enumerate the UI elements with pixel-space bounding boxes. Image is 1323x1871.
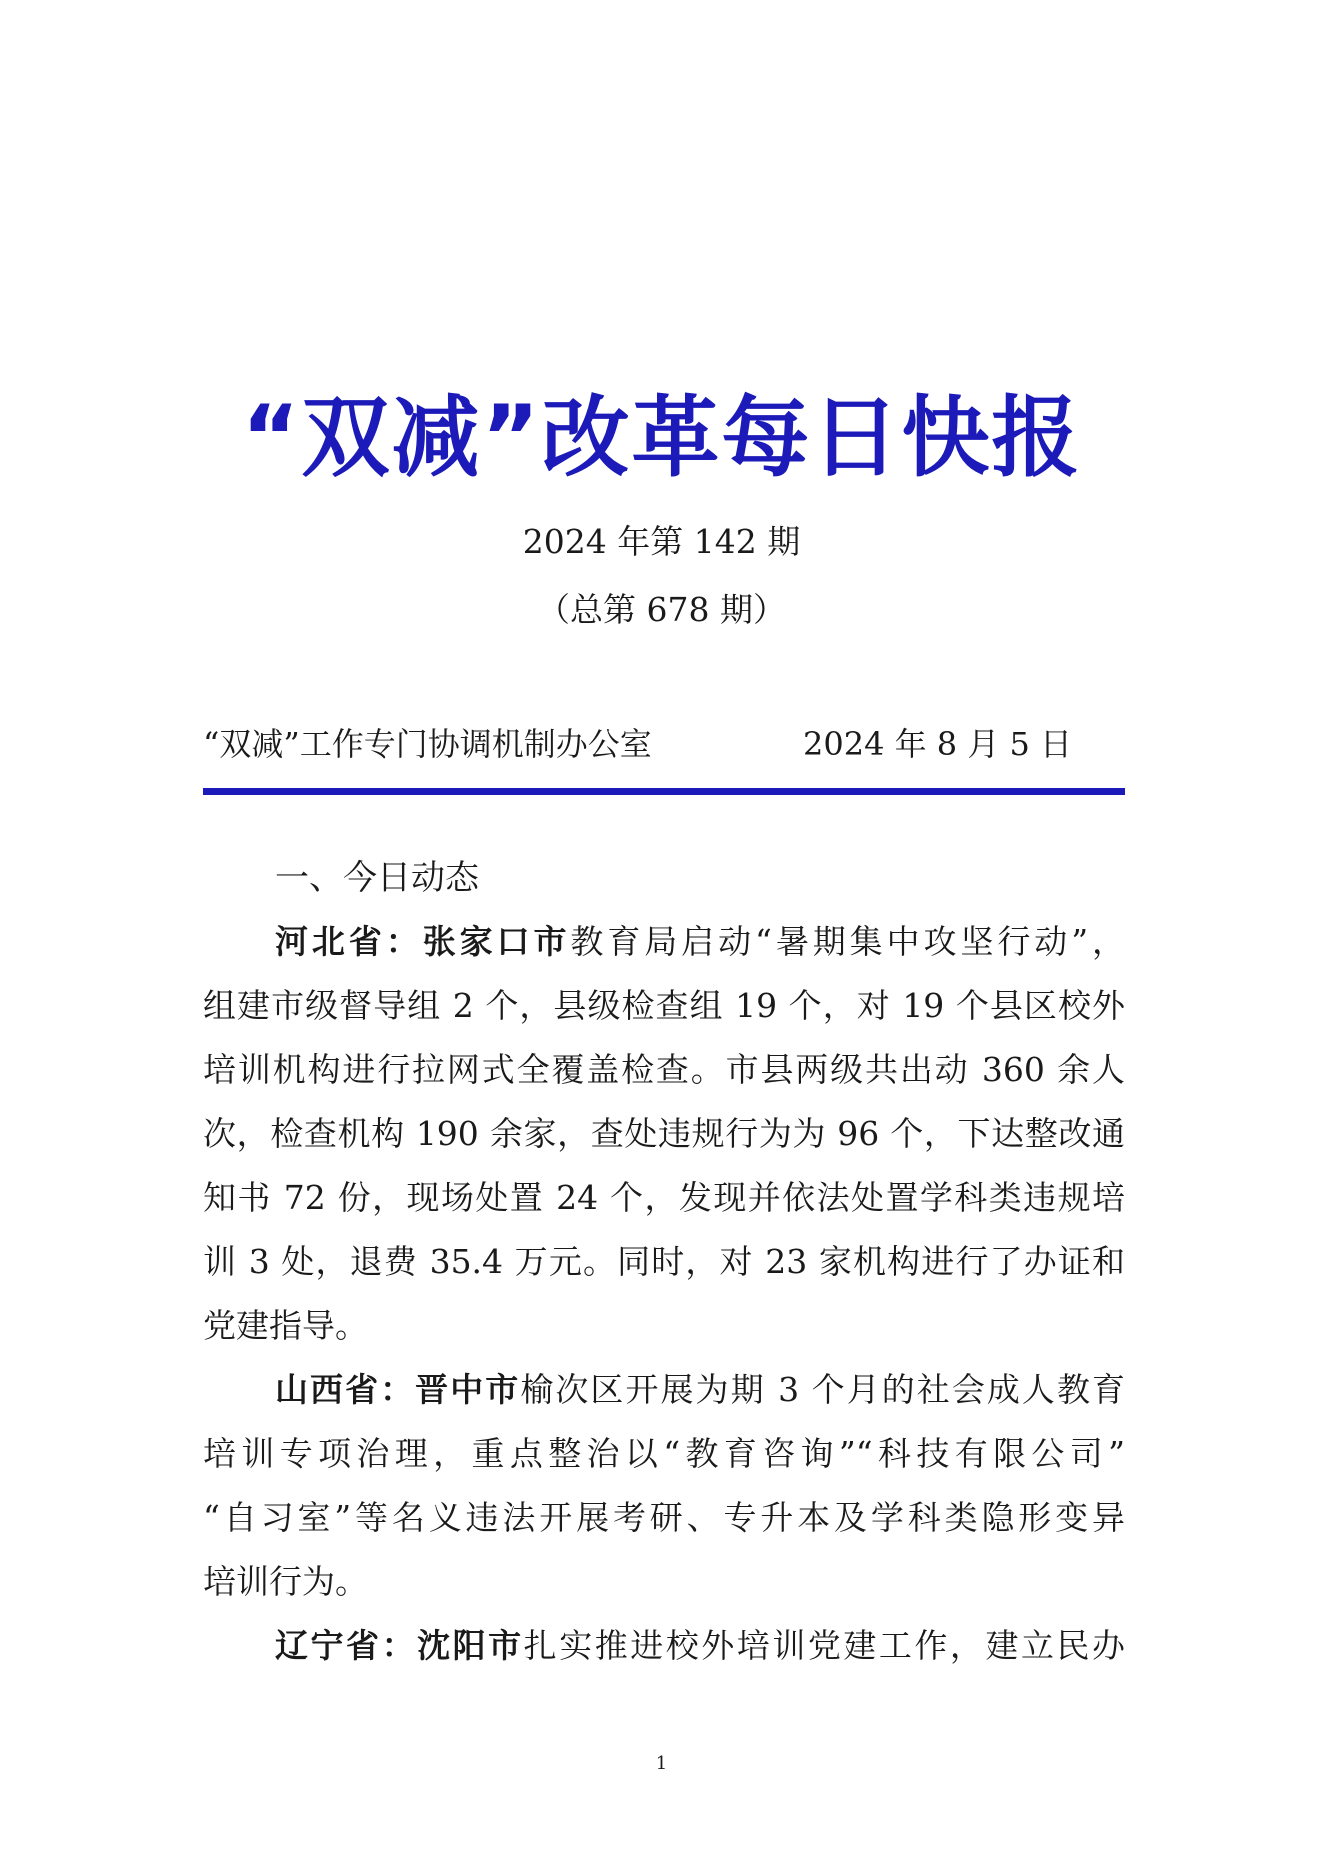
issue-number: 2024 年第 142 期 bbox=[522, 522, 801, 561]
city-label: 沈阳市 bbox=[417, 1626, 524, 1665]
paragraph-line: 知书 72 份，现场处置 24 个，发现并依法处置学科类违规培 bbox=[203, 1178, 1125, 1217]
issuing-office: “双减”工作专门协调机制办公室 bbox=[203, 725, 652, 763]
paragraph-line bbox=[275, 1366, 1125, 1414]
paragraph-line: 培训行为。 bbox=[203, 1562, 368, 1601]
paragraph-line: 培训专项治理，重点整治以“教育咨询”“科技有限公司” bbox=[203, 1434, 1125, 1473]
masthead-title: “双减”改革每日快报 bbox=[241, 386, 1082, 489]
total-issue-number: （总第 678 期） bbox=[537, 590, 786, 629]
province-label: 山西省： bbox=[275, 1370, 416, 1409]
line-text: 扎实推进校外培训党建工作，建立民办 bbox=[523, 1626, 1126, 1665]
city-label: 张家口市 bbox=[422, 922, 571, 961]
province-label: 河北省： bbox=[275, 922, 423, 961]
paragraph-line: 次，检查机构 190 余家，查处违规行为为 96 个，下达整改通 bbox=[203, 1114, 1125, 1153]
paragraph-line bbox=[275, 1622, 1125, 1670]
paragraph-line: 党建指导。 bbox=[203, 1306, 368, 1345]
paragraph-line: 训 3 处，退费 35.4 万元。同时，对 23 家机构进行了办证和 bbox=[203, 1242, 1125, 1281]
city-label: 晋中市 bbox=[415, 1370, 521, 1409]
province-label: 辽宁省： bbox=[275, 1626, 418, 1665]
line-text: 榆次区开展为期 3 个月的社会成人教育 bbox=[520, 1370, 1126, 1409]
paragraph-line: “自习室”等名义违法开展考研、专升本及学科类隐形变异 bbox=[203, 1498, 1125, 1537]
paragraph-line: 组建市级督导组 2 个，县级检查组 19 个，对 19 个县区校外 bbox=[203, 986, 1125, 1025]
section-heading: 一、今日动态 bbox=[275, 858, 479, 898]
line-text: 教育局启动“暑期集中攻坚行动”， bbox=[570, 922, 1126, 961]
paragraph-line bbox=[275, 918, 1125, 966]
paragraph-line: 培训机构进行拉网式全覆盖检查。市县两级共出动 360 余人 bbox=[203, 1050, 1125, 1089]
page-number: 1 bbox=[655, 1753, 668, 1774]
masthead-rule bbox=[203, 788, 1125, 795]
meta-row bbox=[203, 722, 1125, 766]
issue-date: 2024 年 8 月 5 日 bbox=[803, 725, 1073, 763]
